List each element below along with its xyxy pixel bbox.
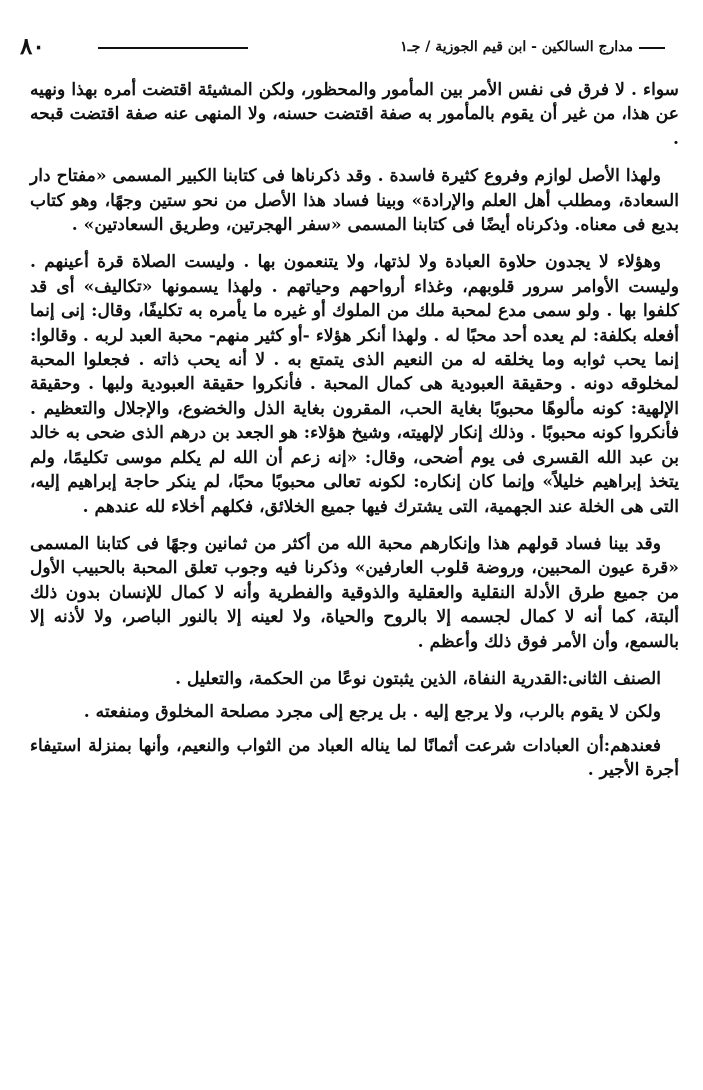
paragraph-1: سواء . لا فرق فى نفس الأمر بين المأمور والمحظور، ولكن المشيئة اقتضت أمره بهذا ونهيه عن هذا، من غير أن يقوم بالمأمور به صفة اقتضت حسنه، ولا المنهى عنه صفة اقتضت قبحه . [30, 80, 679, 149]
page-header [20, 34, 665, 60]
paragraph-5: الصنف الثانى:القدرية النفاة، الذين يثبتون نوعًا من الحكمة، والتعليل . [175, 668, 661, 689]
header-rule [98, 47, 248, 49]
paragraph-7: فعندهم:أن العبادات شرعت أثمانًا لما يناله العباد من الثواب والنعيم، وأنها بمنزلة استيفاء أجرة الأجير . [30, 735, 679, 781]
header-rule [639, 47, 665, 49]
page-body [30, 78, 679, 796]
paragraph-6: ولكن لا يقوم بالرب، ولا يرجع إليه . بل يرجع إلى مجرد مصلحة المخلوق ومنفعته . [83, 702, 661, 723]
page-number: ٨٠ [20, 33, 45, 60]
paragraph-2: ولهذا الأصل لوازم وفروع كثيرة فاسدة . وقد ذكرناها فى كتابنا الكبير المسمى «مفتاح دار السعادة، ومطلب أهل العلم والإرادة» وبينا فساد هذا الأصل من نحو ستين وجهًا، وهو كتاب بديع فى معناه. وذكرناه أيضًا فى كتابنا المسمى «سفر الهجرتين، وطريق السعادتين» . [30, 166, 679, 236]
paragraph-3: وهؤلاء لا يجدون حلاوة العبادة ولا لذتها، ولا يتنعمون بها . وليست الصلاة قرة أعينهم . وليست الأوامر سرور قلوبهم، وغذاء أرواحهم وحياتهم . ولهذا يسمونها «تكاليف» أى قد كلفوا بها . ولو سمى مدع لمحبة ملك من الملوك أو غيره ما يأمره به تكليفًا، وقال: إنى إنما أفعله بكلفة: لم يعده أحد محبًا له . ولهذا أنكر هؤلاء -أو كثير منهم- محبة العبد لربه . وقالوا: إنما يحب ثوابه وما يخلقه له من النعيم الذى يتمتع به . لا أنه يحب ذاته . فجعلوا المحبة لمخلوقه دونه . وحقيقة العبودية هى كمال المحبة . فأنكروا حقيقة العبودية ولبها . وحقيقة الإلهية: كونه مألوهًا محبوبًا بغاية الحب، المقرون بغاية الذل والخضوع، والإجلال والتعظيم . فأنكروا كونه محبوبًا . وذلك إنكار لإلهيته، وشيخ هؤلاء: هو الجعد بن درهم الذى ضحى به خالد بن عبد الله القسرى فى يوم أضحى، وقال: «إنه زعم أن الله لم يكلم موسى تكليمًا، ولم يتخذ إبراهيم خليلاً» وإنما كان إنكاره: لكونه تعالى محبوبًا محبًا، لم ينكر حاجة إبراهيم إليه، التى هى الخلة عند الجهمية، التى يشترك فيها جميع الخلائق، فكلهم أخلاء لله عندهم . [30, 252, 679, 517]
paragraph-4: وقد بينا فساد قولهم هذا وإنكارهم محبة الله من أكثر من ثمانين وجهًا فى كتابنا المسمى «قرة عيون المحبين، وروضة قلوب العارفين» وذكرنا فيه وجوب تعلق المحبة بالحبيب الأول من جميع طرق الأدلة النقلية والعقلية والذوقية والفطرية وأنه لا كمال للإنسان بدون ذلك ألبتة، كما أنه لا كمال لجسمه إلا بالروح والحياة، ولا لعينه إلا بالنور الباصر، ولا لأذنه إلا بالسمع، وأن الأمر فوق ذلك وأعظم . [30, 533, 679, 652]
running-title: مدارج السالكين - ابن قيم الجوزية / جـ١ [400, 39, 633, 55]
